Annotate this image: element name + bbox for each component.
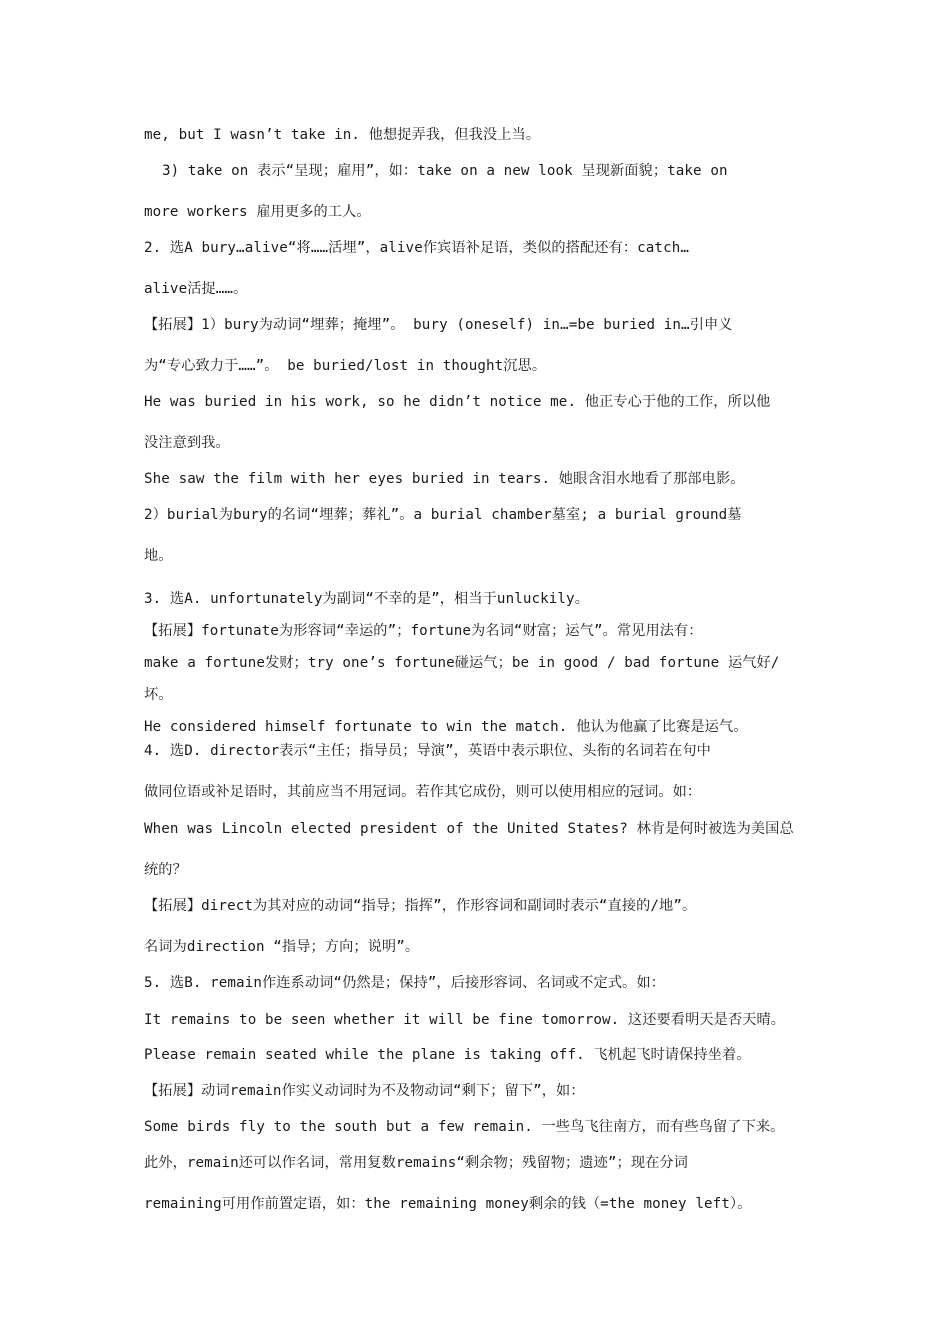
text-line: 3. 选A. unfortunately为副词“不幸的是”，相当于unluckily。 [144,591,589,607]
text-line: 名词为direction “指导；方向；说明”。 [144,939,420,955]
text-line: 统的？ [144,862,187,878]
text-line: 【拓展】direct为其对应的动词“指导；指挥”，作形容词和副词时表示“直接的/地”。 [144,898,697,914]
text-line: 5. 选B. remain作连系动词“仍然是；保持”，后接形容词、名词或不定式。如： [144,975,666,991]
text-line: 【拓展】动词remain作实义动词时为不及物动词“剩下；留下”，如： [144,1083,585,1099]
text-line: Please remain seated while the plane is taking off. 飞机起飞时请保持坐着。 [144,1047,751,1063]
text-line: make a fortune发财；try one’s fortune碰运气；be in good / bad fortune 运气好/ [144,655,780,671]
text-line: more workers 雇用更多的工人。 [144,204,371,220]
text-line: 【拓展】1）bury为动词“埋葬；掩埋”。 bury (oneself) in…=be buried in…引申义 [144,317,733,333]
text-line: 2）burial为bury的名词“埋葬；葬礼”。a burial chamber墓室; a burial ground墓 [144,507,742,523]
text-line: remaining可用作前置定语，如：the remaining money剩余的钱（=the money left）。 [144,1196,752,1212]
text-line: 4. 选D. director表示“主任；指导员；导演”，英语中表示职位、头衔的名词若在句中 [144,743,711,759]
text-line: 此外，remain还可以作名词，常用复数remains“剩余物；残留物；遗迹”；现在分词 [144,1155,688,1171]
text-line: 【拓展】fortunate为形容词“幸运的”；fortune为名词“财富；运气”。常见用法有： [144,623,703,639]
text-line: 2. 选A bury…alive“将……活埋”，alive作宾语补足语，类似的搭配还有：catch… [144,240,689,256]
text-line: Some birds fly to the south but a few remain. 一些鸟飞往南方，而有些鸟留了下来。 [144,1119,785,1135]
text-line: 做同位语或补足语时，其前应当不用冠词。若作其它成份，则可以使用相应的冠词。如： [144,784,702,800]
text-line: He was buried in his work, so he didn’t notice me. 他正专心于他的工作，所以他 [144,394,771,410]
text-line: me, but I wasn’t take in. 他想捉弄我，但我没上当。 [144,127,541,143]
text-line: 为“专心致力于……”。 be buried/lost in thought沉思。 [144,358,547,374]
text-line: alive活捉……。 [144,281,248,297]
text-line: 3) take on 表示“呈现；雇用”，如：take on a new look 呈现新面貌；take on [162,163,728,179]
text-line: 没注意到我。 [144,435,230,451]
text-line: 坏。 [144,687,173,703]
text-line: 地。 [144,548,173,564]
text-line: He considered himself fortunate to win the match. 他认为他赢了比赛是运气。 [144,719,748,735]
text-line: When was Lincoln elected president of the United States? 林肯是何时被选为美国总 [144,821,794,837]
text-line: She saw the film with her eyes buried in tears. 她眼含泪水地看了那部电影。 [144,471,745,487]
text-line: It remains to be seen whether it will be fine tomorrow. 这还要看明天是否天晴。 [144,1012,786,1028]
